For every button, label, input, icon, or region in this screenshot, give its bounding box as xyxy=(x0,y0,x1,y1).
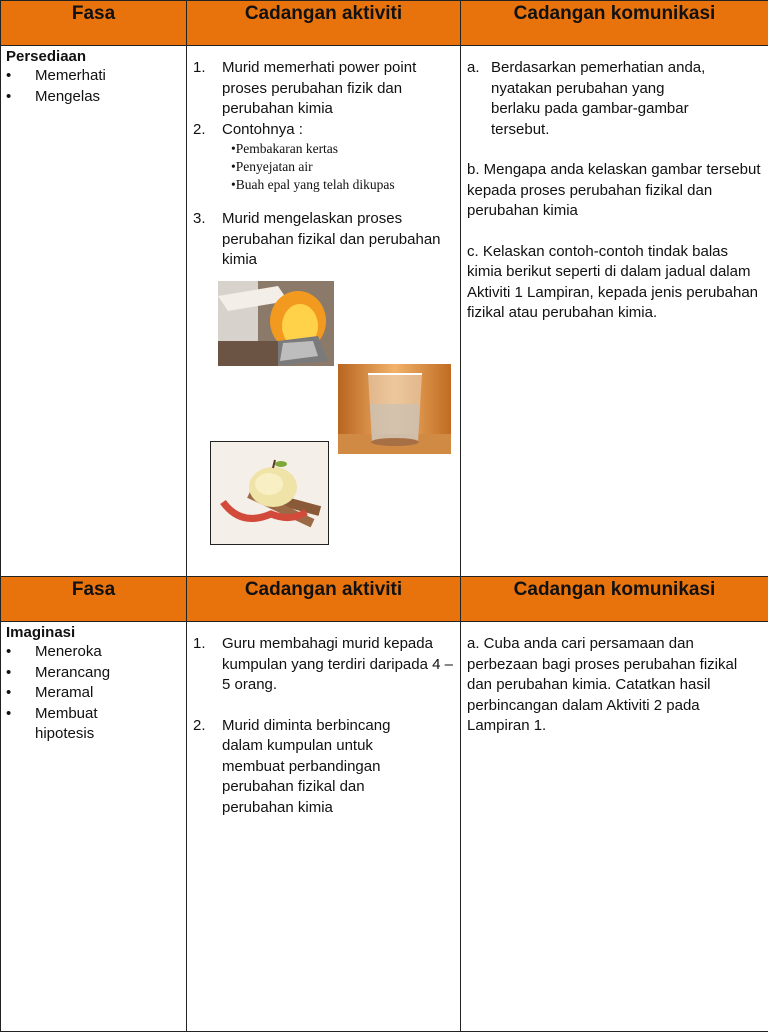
table-row xyxy=(1,46,768,577)
header-fasa: Fasa xyxy=(1,577,187,622)
list-item: 3. Murid mengelaskan proses perubahan fizikal dan perubahan kimia xyxy=(193,209,454,271)
activity-cell xyxy=(187,622,461,1032)
peeled-apple-photo xyxy=(210,441,329,545)
header-cadangan-aktiviti: Cadangan aktiviti xyxy=(187,1,461,46)
example-list xyxy=(187,140,460,194)
phase-cell xyxy=(1,622,187,1032)
activity-steps xyxy=(187,46,460,140)
list-item: 2. Contohnya : xyxy=(193,120,454,141)
lesson-table-imaginasi xyxy=(0,576,768,1032)
list-item: • Membuat hipotesis xyxy=(6,704,186,745)
comm-item-c: c. Kelaskan contoh-contoh tindak balas kimia berikut seperti di dalam jadual dalam Aktiviti 1 Lampiran, kepada jenis perubahan fizikal atau perubahan kimia. xyxy=(467,242,762,324)
phase-skill-list xyxy=(1,642,186,745)
phase-title: Persediaan xyxy=(6,47,186,66)
phase-cell xyxy=(1,46,187,577)
list-item: •Penyejatan air xyxy=(231,158,460,176)
list-item: •Pembakaran kertas xyxy=(231,140,460,158)
list-item: 1. Guru membahagi murid kepada kumpulan yang terdiri daripada 4 – 5 orang. xyxy=(193,634,454,696)
phase-skill-list xyxy=(1,66,186,107)
list-item: • Memerhati xyxy=(6,66,186,87)
burning-paper-photo xyxy=(218,281,334,366)
phase-title: Imaginasi xyxy=(6,623,186,642)
activity-steps xyxy=(187,194,460,271)
list-item: • Merancang xyxy=(6,663,186,684)
comm-item-a: a. Cuba anda cari persamaan dan perbezaan bagi proses perubahan fizikal dan perubahan kimia. Catatkan hasil perbincangan dalam Aktiviti 2 pada Lampiran 1. xyxy=(467,634,762,737)
comm-item-b: b. Mengapa anda kelaskan gambar tersebut kepada proses perubahan fizikal dan perubahan kimia xyxy=(467,160,762,222)
header-cadangan-komunikasi: Cadangan komunikasi xyxy=(461,577,768,622)
communication-cell xyxy=(461,46,768,577)
list-item: • Meneroka xyxy=(6,642,186,663)
header-cadangan-komunikasi: Cadangan komunikasi xyxy=(461,1,768,46)
table-row xyxy=(1,622,768,1032)
comm-item-a: a. Berdasarkan pemerhatian anda, nyatakan perubahan yang berlaku pada gambar-gambar tersebut. xyxy=(467,58,762,140)
table-header-row xyxy=(1,577,768,622)
communication-cell xyxy=(461,622,768,1032)
list-item: 2. Murid diminta berbincang dalam kumpulan untuk membuat perbandingan perubahan fizikal dan perubahan kimia xyxy=(193,716,454,819)
list-item: 1. Murid memerhati power point proses perubahan fizik dan perubahan kimia xyxy=(193,58,454,120)
header-cadangan-aktiviti: Cadangan aktiviti xyxy=(187,577,461,622)
glass-of-water-photo xyxy=(338,364,451,454)
list-item: • Mengelas xyxy=(6,87,186,108)
activity-steps xyxy=(187,622,460,818)
table-header-row xyxy=(1,1,768,46)
list-item: • Meramal xyxy=(6,683,186,704)
list-item: •Buah epal yang telah dikupas xyxy=(231,176,460,194)
header-fasa: Fasa xyxy=(1,1,187,46)
